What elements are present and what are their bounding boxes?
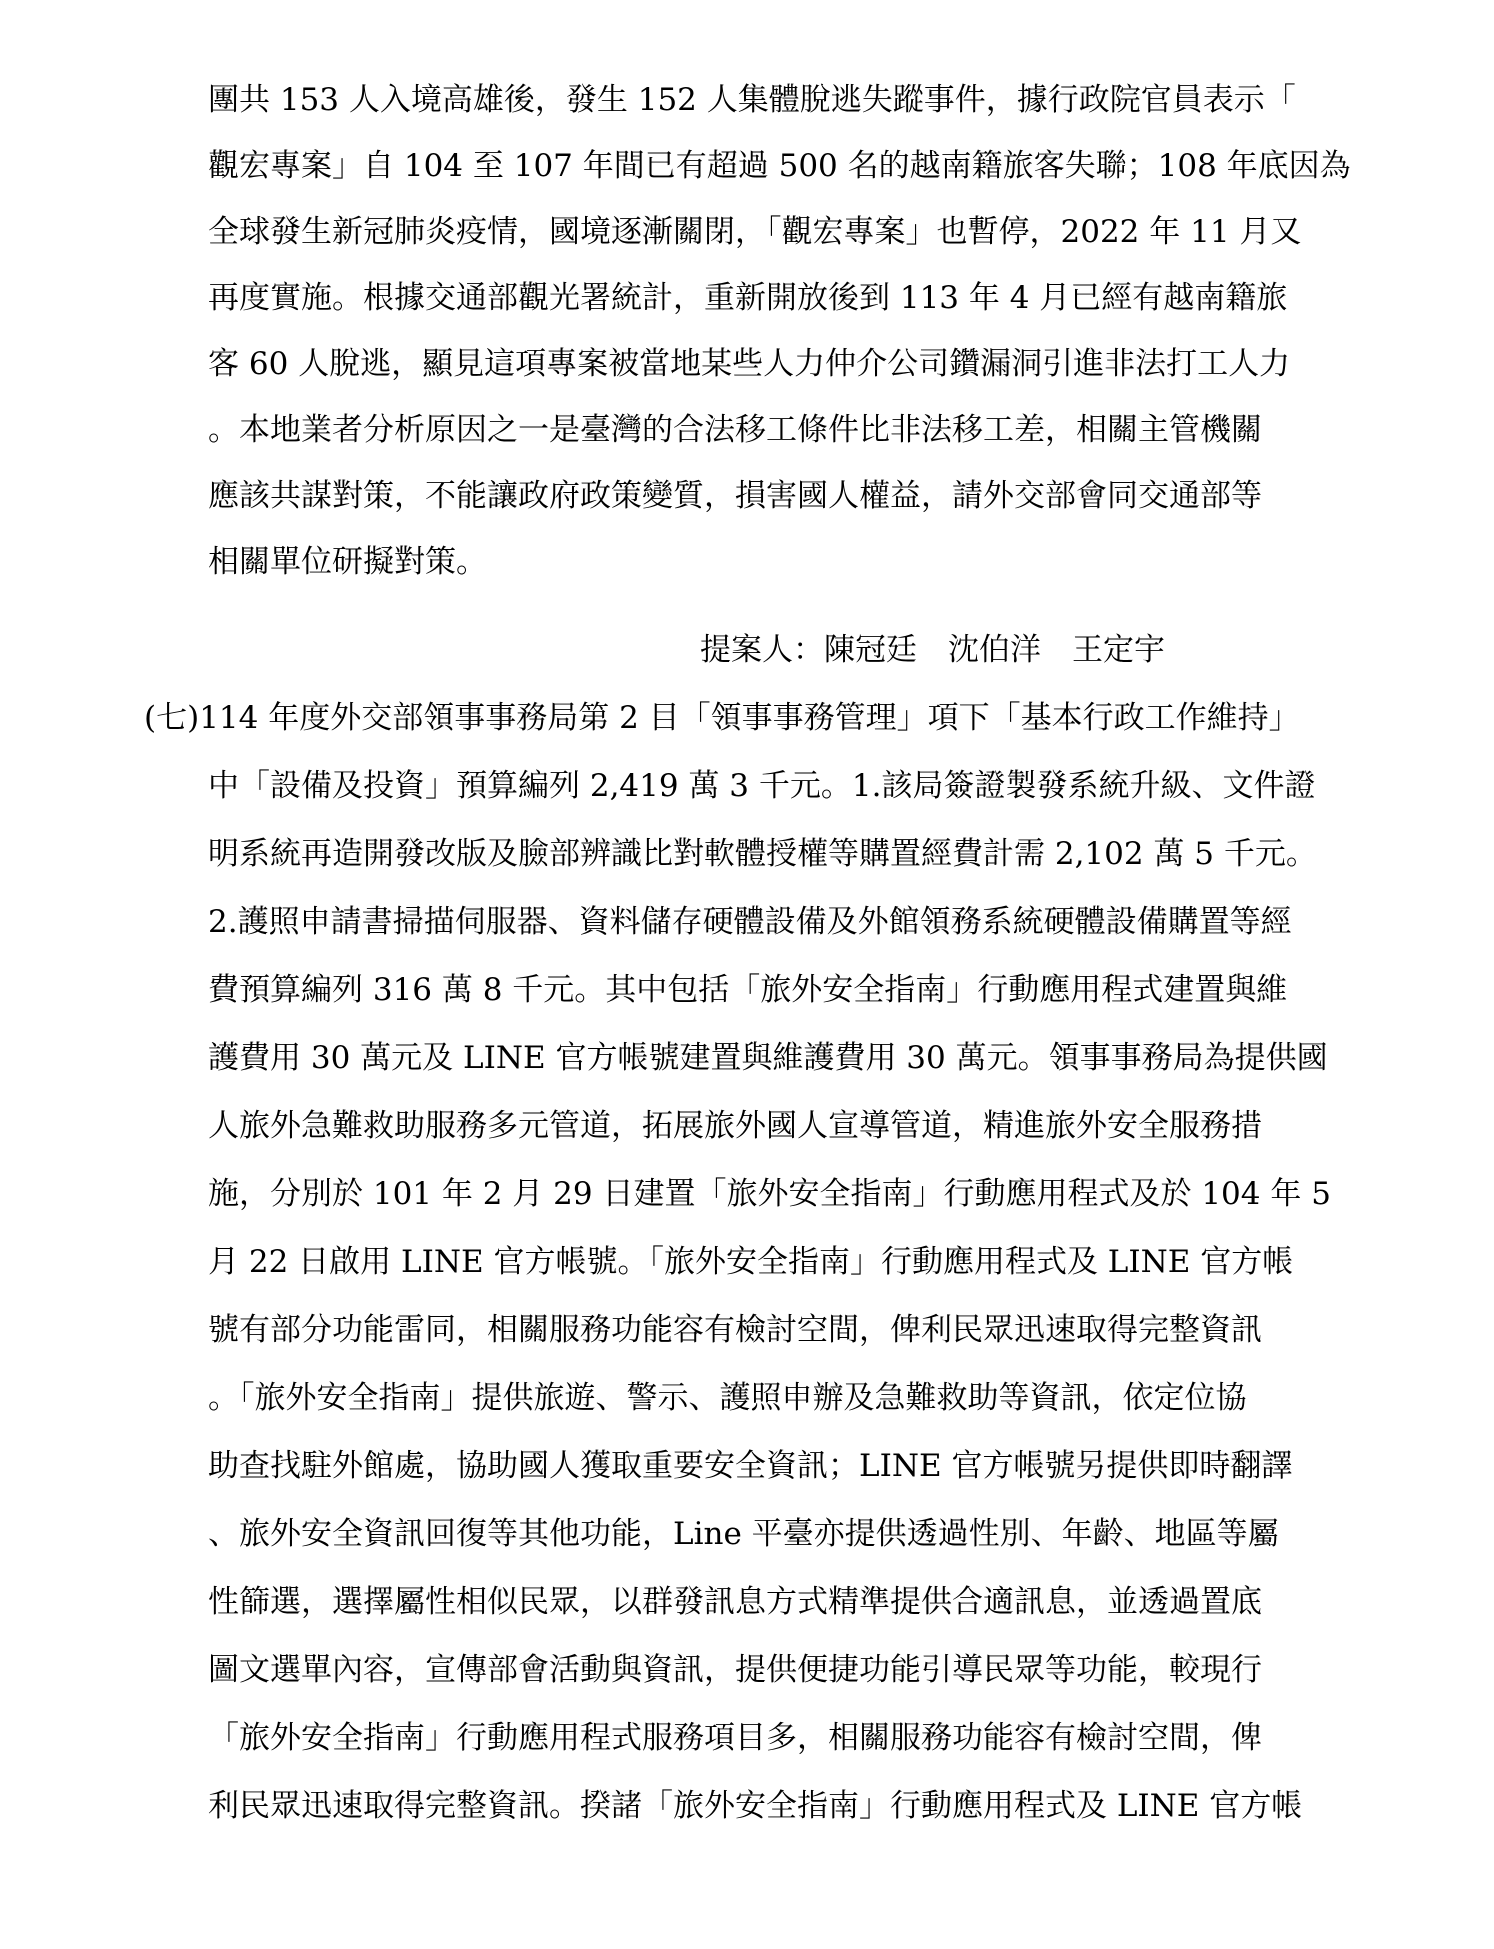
paragraph-line: 人旅外急難救助服務多元管道，拓展旅外國人宣導管道，精進旅外安全服務措 <box>208 1108 1262 1144</box>
paragraph-line: 、旅外安全資訊回復等其他功能，Line 平臺亦提供透過性別、年齡、地區等屬 <box>208 1516 1279 1552</box>
item-first-line: 114 年度外交部領事事務局第 2 目「領事事務管理」項下「基本行政工作維持」 <box>199 700 1300 736</box>
paragraph-line: 圖文選單內容，宣傳部會活動與資訊，提供便捷功能引導民眾等功能，較現行 <box>208 1652 1262 1688</box>
paragraph-line: 助查找駐外館處，協助國人獲取重要安全資訊；LINE 官方帳號另提供即時翻譯 <box>208 1448 1293 1484</box>
paragraph-line: 護費用 30 萬元及 LINE 官方帳號建置與維護費用 30 萬元。領事事務局為提供國 <box>208 1040 1328 1076</box>
item-label: (七) <box>144 700 200 736</box>
paragraph-line: 再度實施。根據交通部觀光署統計，重新開放後到 113 年 4 月已經有越南籍旅 <box>208 280 1288 316</box>
paragraph-line: 號有部分功能雷同，相關服務功能容有檢討空間，俾利民眾迅速取得完整資訊 <box>208 1312 1262 1348</box>
paragraph-line: 團共 153 人入境高雄後，發生 152 人集體脫逃失蹤事件，據行政院官員表示「 <box>208 82 1296 118</box>
paragraph-line: 中「設備及投資」預算編列 2,419 萬 3 千元。1.該局簽證製發系統升級、文件證 <box>208 768 1316 804</box>
paragraph-line: 性篩選，選擇屬性相似民眾，以群發訊息方式精準提供合適訊息，並透過置底 <box>208 1584 1262 1620</box>
paragraph-line: 明系統再造開發改版及臉部辨識比對軟體授權等購置經費計需 2,102 萬 5 千元。 <box>208 836 1317 872</box>
paragraph-line: 2.護照申請書掃描伺服器、資料儲存硬體設備及外館領務系統硬體設備購置等經 <box>208 904 1292 940</box>
paragraph-line: 施，分別於 101 年 2 月 29 日建置「旅外安全指南」行動應用程式及於 104 年 5 <box>208 1176 1331 1212</box>
proposer-signature: 提案人：陳冠廷 沈伯洋 王定宇 <box>700 632 1165 668</box>
item-heading-line <box>144 688 1368 748</box>
paragraph-line: 費預算編列 316 萬 8 千元。其中包括「旅外安全指南」行動應用程式建置與維 <box>208 972 1288 1008</box>
paragraph-line: 。「旅外安全指南」提供旅遊、警示、護照申辦及急難救助等資訊，依定位協 <box>208 1380 1247 1416</box>
paragraph-line: 「旅外安全指南」行動應用程式服務項目多，相關服務功能容有檢討空間，俾 <box>208 1720 1262 1756</box>
paragraph-line: 觀宏專案」自 104 至 107 年間已有超過 500 名的越南籍旅客失聯；108 年底因為 <box>208 148 1351 184</box>
paragraph-line: 全球發生新冠肺炎疫情，國境逐漸關閉，「觀宏專案」也暫停，2022 年 11 月又 <box>208 214 1302 250</box>
paragraph-line: 客 60 人脫逃，顯見這項專案被當地某些人力仲介公司鑽漏洞引進非法打工人力 <box>208 346 1291 382</box>
paragraph-line: 相關單位研擬對策。 <box>208 544 487 580</box>
paragraph-line: 利民眾迅速取得完整資訊。揆諸「旅外安全指南」行動應用程式及 LINE 官方帳 <box>208 1788 1303 1824</box>
paragraph-line: 。本地業者分析原因之一是臺灣的合法移工條件比非法移工差，相關主管機關 <box>208 412 1262 448</box>
paragraph-line: 應該共謀對策，不能讓政府政策變質，損害國人權益，請外交部會同交通部等 <box>208 478 1262 514</box>
paragraph-line: 月 22 日啟用 LINE 官方帳號。「旅外安全指南」行動應用程式及 LINE 官方帳 <box>208 1244 1294 1280</box>
